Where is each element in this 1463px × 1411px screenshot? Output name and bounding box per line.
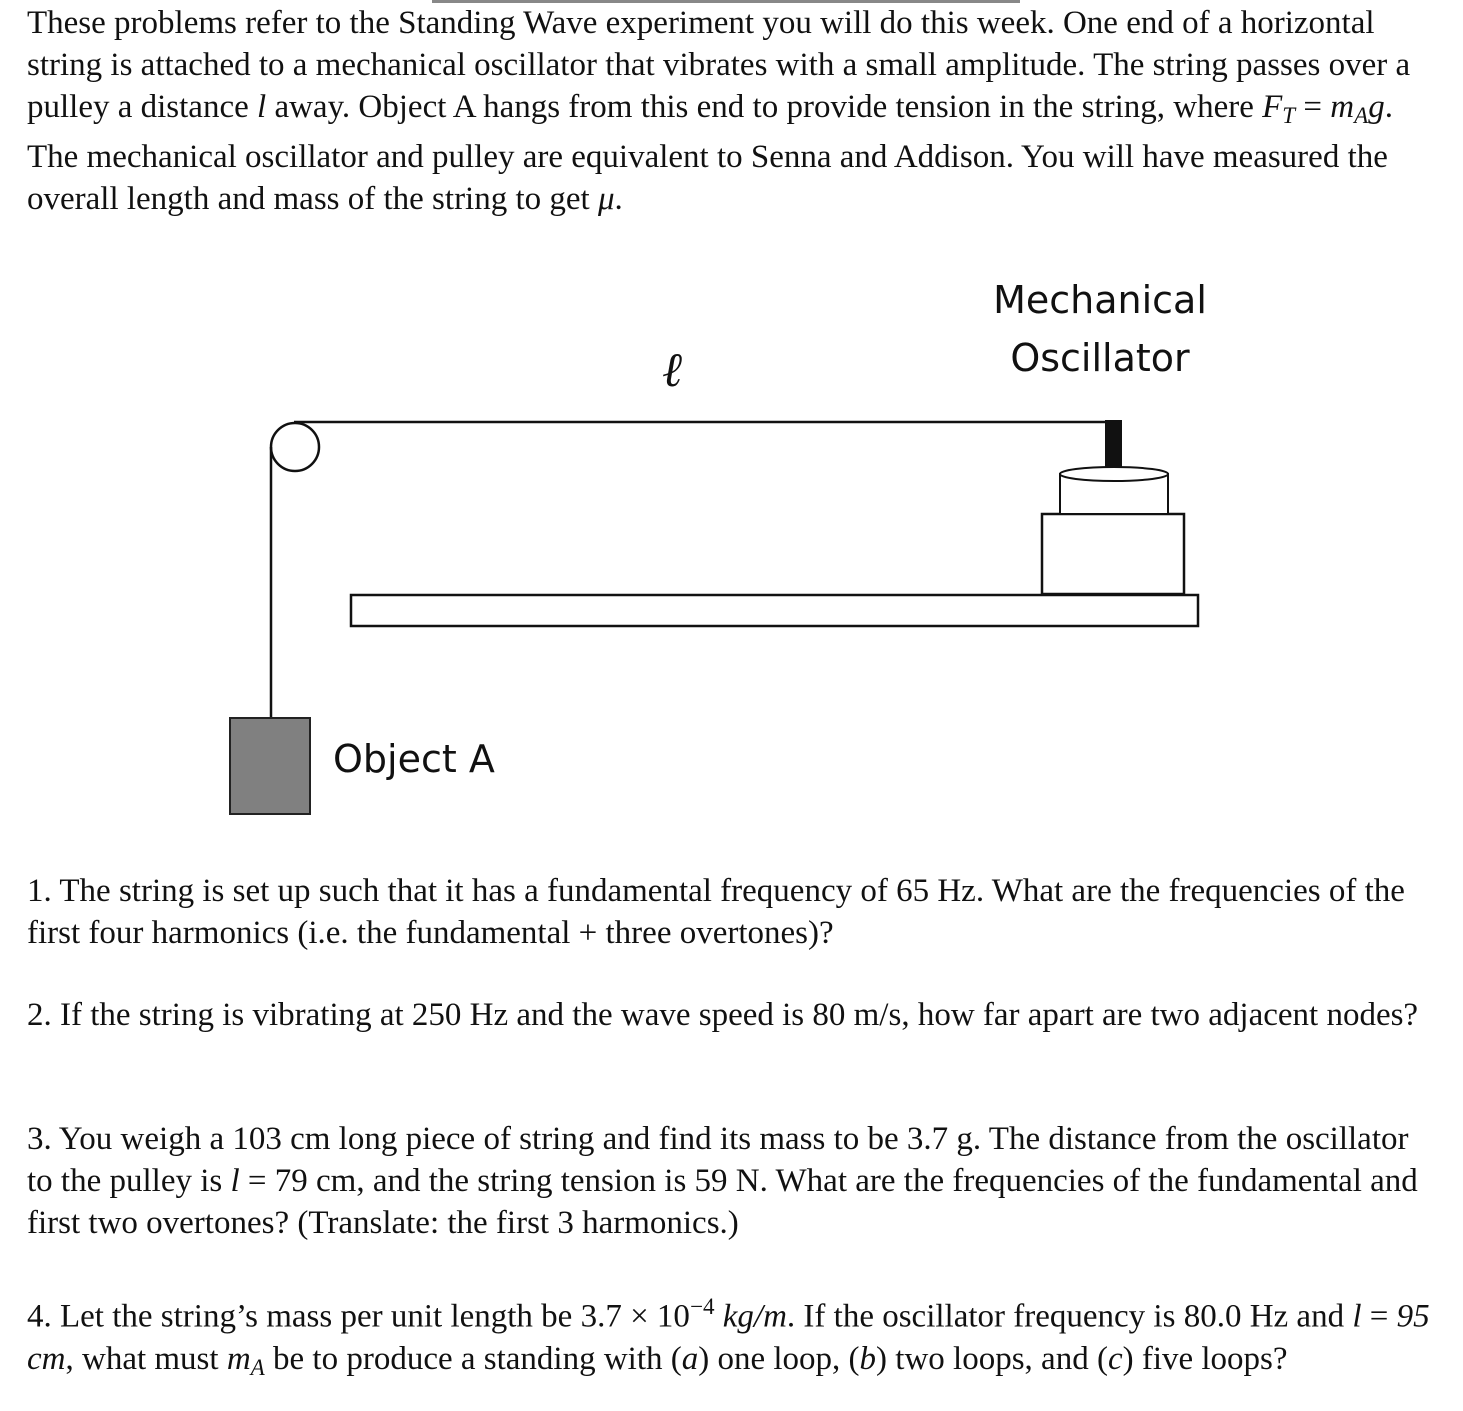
mass-subscript: A <box>1354 101 1369 128</box>
q4-length-value: 95 cm <box>27 1298 1430 1377</box>
oscillator-base <box>1042 514 1184 594</box>
table <box>351 595 1198 626</box>
intro-text-1: These problems refer to the Standing Wave experiment you will do this week. One end of a horizontal string is attached to a mechanical oscillator that vibrates with a small amplitude. The string passes over a pulley a distance <box>27 5 1411 125</box>
tension-subscript: T <box>1282 101 1296 128</box>
oscillator-arm <box>1105 420 1122 468</box>
oscillator-label-line2: Oscillator <box>1010 336 1190 380</box>
oscillator-label-line1: Mechanical <box>993 278 1207 322</box>
q4-text-5: be to produce a standing with ( <box>264 1340 682 1377</box>
intro-text-3: . The mechanical oscillator and pulley are equivalent to Senna and Addison. You will have measured the overall length and mass of the string to get <box>27 89 1393 217</box>
q4-exponent: −4 <box>689 1293 715 1319</box>
q4-text-7: ) two loops, and ( <box>876 1340 1108 1377</box>
length-label: ℓ <box>662 342 682 398</box>
question-3 <box>27 1118 1437 1244</box>
q4-text-1: 4. Let the string’s mass per unit length be 3.7 × 10 <box>27 1298 690 1335</box>
intro-paragraph <box>27 2 1447 220</box>
equals-sign: = <box>1295 89 1331 125</box>
q4-text-6: ) one loop, ( <box>698 1340 860 1377</box>
question-4 <box>27 1285 1437 1387</box>
object-a-mass <box>230 718 310 814</box>
mu-symbol: μ <box>597 180 615 217</box>
intro-text-4: . <box>614 180 623 217</box>
q4-option-b: b <box>859 1340 877 1377</box>
question-2: 2. If the string is vibrating at 250 Hz and the wave speed is 80 m/s, how far apart are two adjacent nodes? <box>27 997 1419 1033</box>
length-symbol: l <box>257 89 267 125</box>
q4-text-4: , what must <box>65 1340 227 1377</box>
mass-symbol: m <box>1330 89 1355 125</box>
object-a-label: Object A <box>333 737 495 781</box>
pulley <box>271 423 319 471</box>
q4-option-c: c <box>1107 1340 1123 1377</box>
q4-text-3: = <box>1361 1298 1397 1335</box>
q4-text-2: . If the oscillator frequency is 80.0 Hz and <box>786 1298 1353 1335</box>
tension-symbol: F <box>1262 89 1283 125</box>
standing-wave-diagram <box>0 260 1463 840</box>
q3-text-1: 3. You weigh a 103 cm long piece of string and find its mass to be 3.7 g. The distance from the oscillator to the pulley is <box>27 1121 1409 1199</box>
q3-length-symbol: l <box>230 1163 240 1199</box>
intro-text-2: away. Object A hangs from this end to provide tension in the string, where <box>266 89 1263 125</box>
q4-text-8: ) five loops? <box>1122 1340 1288 1377</box>
q4-mass-symbol: m <box>226 1340 251 1377</box>
gravity-symbol: g <box>1368 89 1385 125</box>
q3-text-2: = 79 cm, and the string tension is 59 N. What are the frequencies of the fundamental and first two overtones? (Translate: the first 3 harmonics.) <box>27 1163 1418 1241</box>
q4-length-symbol: l <box>1352 1298 1362 1335</box>
question-1: 1. The string is set up such that it has a fundamental frequency of 65 Hz. What are the frequencies of the first four harmonics (i.e. the fundamental + three overtones)? <box>27 873 1405 951</box>
oscillator-cylinder-top <box>1060 467 1168 481</box>
q4-mass-subscript: A <box>250 1353 265 1380</box>
q4-unit: kg/m <box>714 1298 787 1335</box>
q4-option-a: a <box>681 1340 699 1377</box>
